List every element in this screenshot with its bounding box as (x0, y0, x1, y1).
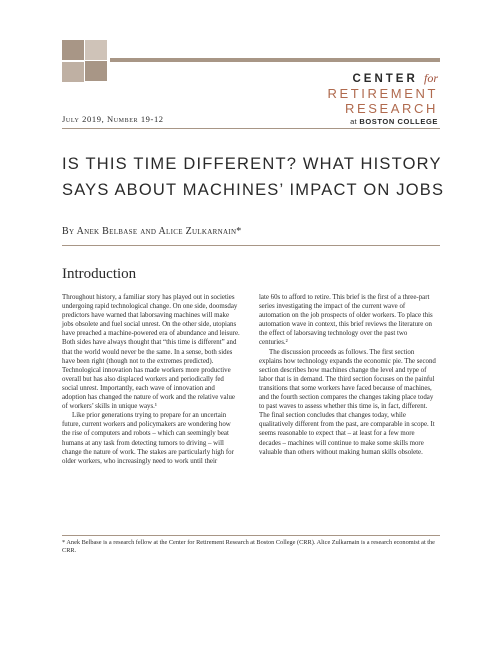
logo-line-boston-college: at BOSTON COLLEGE (350, 117, 438, 126)
footnote: * Anek Belbase is a research fellow at the Center for Retirement Research at Boston College (CRR). Alice Zulkarnain is a research economist at the CRR. (62, 539, 435, 555)
paragraph: The discussion proceeds as follows. The first section explains how technology expands the economic pie. The second section describes how machines change the level and type of labor that is in demand. The third section focuses on the painful transitions that some workers have faced because of machines, and the fourth section compares the changes taking place today to past waves to assess whether this time is, in fact, different. The final section concludes that changes today, while qualitatively different from the past, are comparable in scope. It seems reasonable to expect that – at least for a few more decades – machines will continue to make some skills more valuable than others without making human skills obsolete. (259, 348, 436, 456)
authors-byline: By Anek Belbase and Alice Zulkarnain* (62, 226, 242, 237)
header-decor-block (85, 40, 107, 60)
title-line-1: IS THIS TIME DIFFERENT? WHAT HISTORY (62, 155, 442, 173)
paragraph: Like prior generations trying to prepare for an uncertain future, current workers and policymakers are wondering how the rise of computers and robots – which can seemingly beat humans at any task from detecting tumors to driving – will change the nature of work. The stakes are particularly high for older workers, who increasingly need to work until their (62, 412, 234, 465)
section-heading: Introduction (62, 266, 137, 282)
paragraph: late 60s to afford to retire. This brief is the first of a three-part series investigating the impact of the current wave of automation on the job prospects of older workers. To place this automation wave in context, this brief reviews the literature on the effect of laborsaving technology over the past two centuries.² (259, 294, 433, 347)
page-title (62, 151, 462, 203)
crr-logo (288, 71, 438, 126)
body-column-left (62, 293, 240, 466)
logo-line-center: CENTER for (352, 71, 438, 85)
logo-line-retirement: RETIREMENT (327, 86, 438, 101)
issue-info: July 2019, Number 19-12 (62, 114, 164, 124)
body-column-right (259, 293, 437, 457)
title-line-2: SAYS ABOUT MACHINES’ IMPACT ON JOBS (62, 181, 445, 199)
paragraph: Throughout history, a familiar story has played out in societies undergoing rapid technological change. On one side, doomsday predictors have warned that laborsaving machines will make jobs obsolete and fuel social unrest. On the other side, utopians have preached a machine-powered era of abundance and leisure. Both sides have always thought that “this time is different” and that the world would never be the same. In a sense, both sides have been right (though not to the extremes predicted). Technological innovation has made workers more productive overall but has also displaced workers and periodically fed social unrest. Importantly, each wave of innovation and adoption has changed the nature of work and the relative value of workers’ skills in unique ways.¹ (62, 294, 240, 411)
logo-line-research: RESEARCH (344, 101, 438, 116)
authors-divider (62, 245, 440, 246)
header-decor-bar (110, 58, 440, 62)
footnote-divider (62, 535, 440, 536)
header-decor-block (62, 62, 84, 82)
header-divider (62, 128, 440, 129)
header-decor-block (62, 40, 84, 60)
header-decor-block (85, 61, 107, 81)
